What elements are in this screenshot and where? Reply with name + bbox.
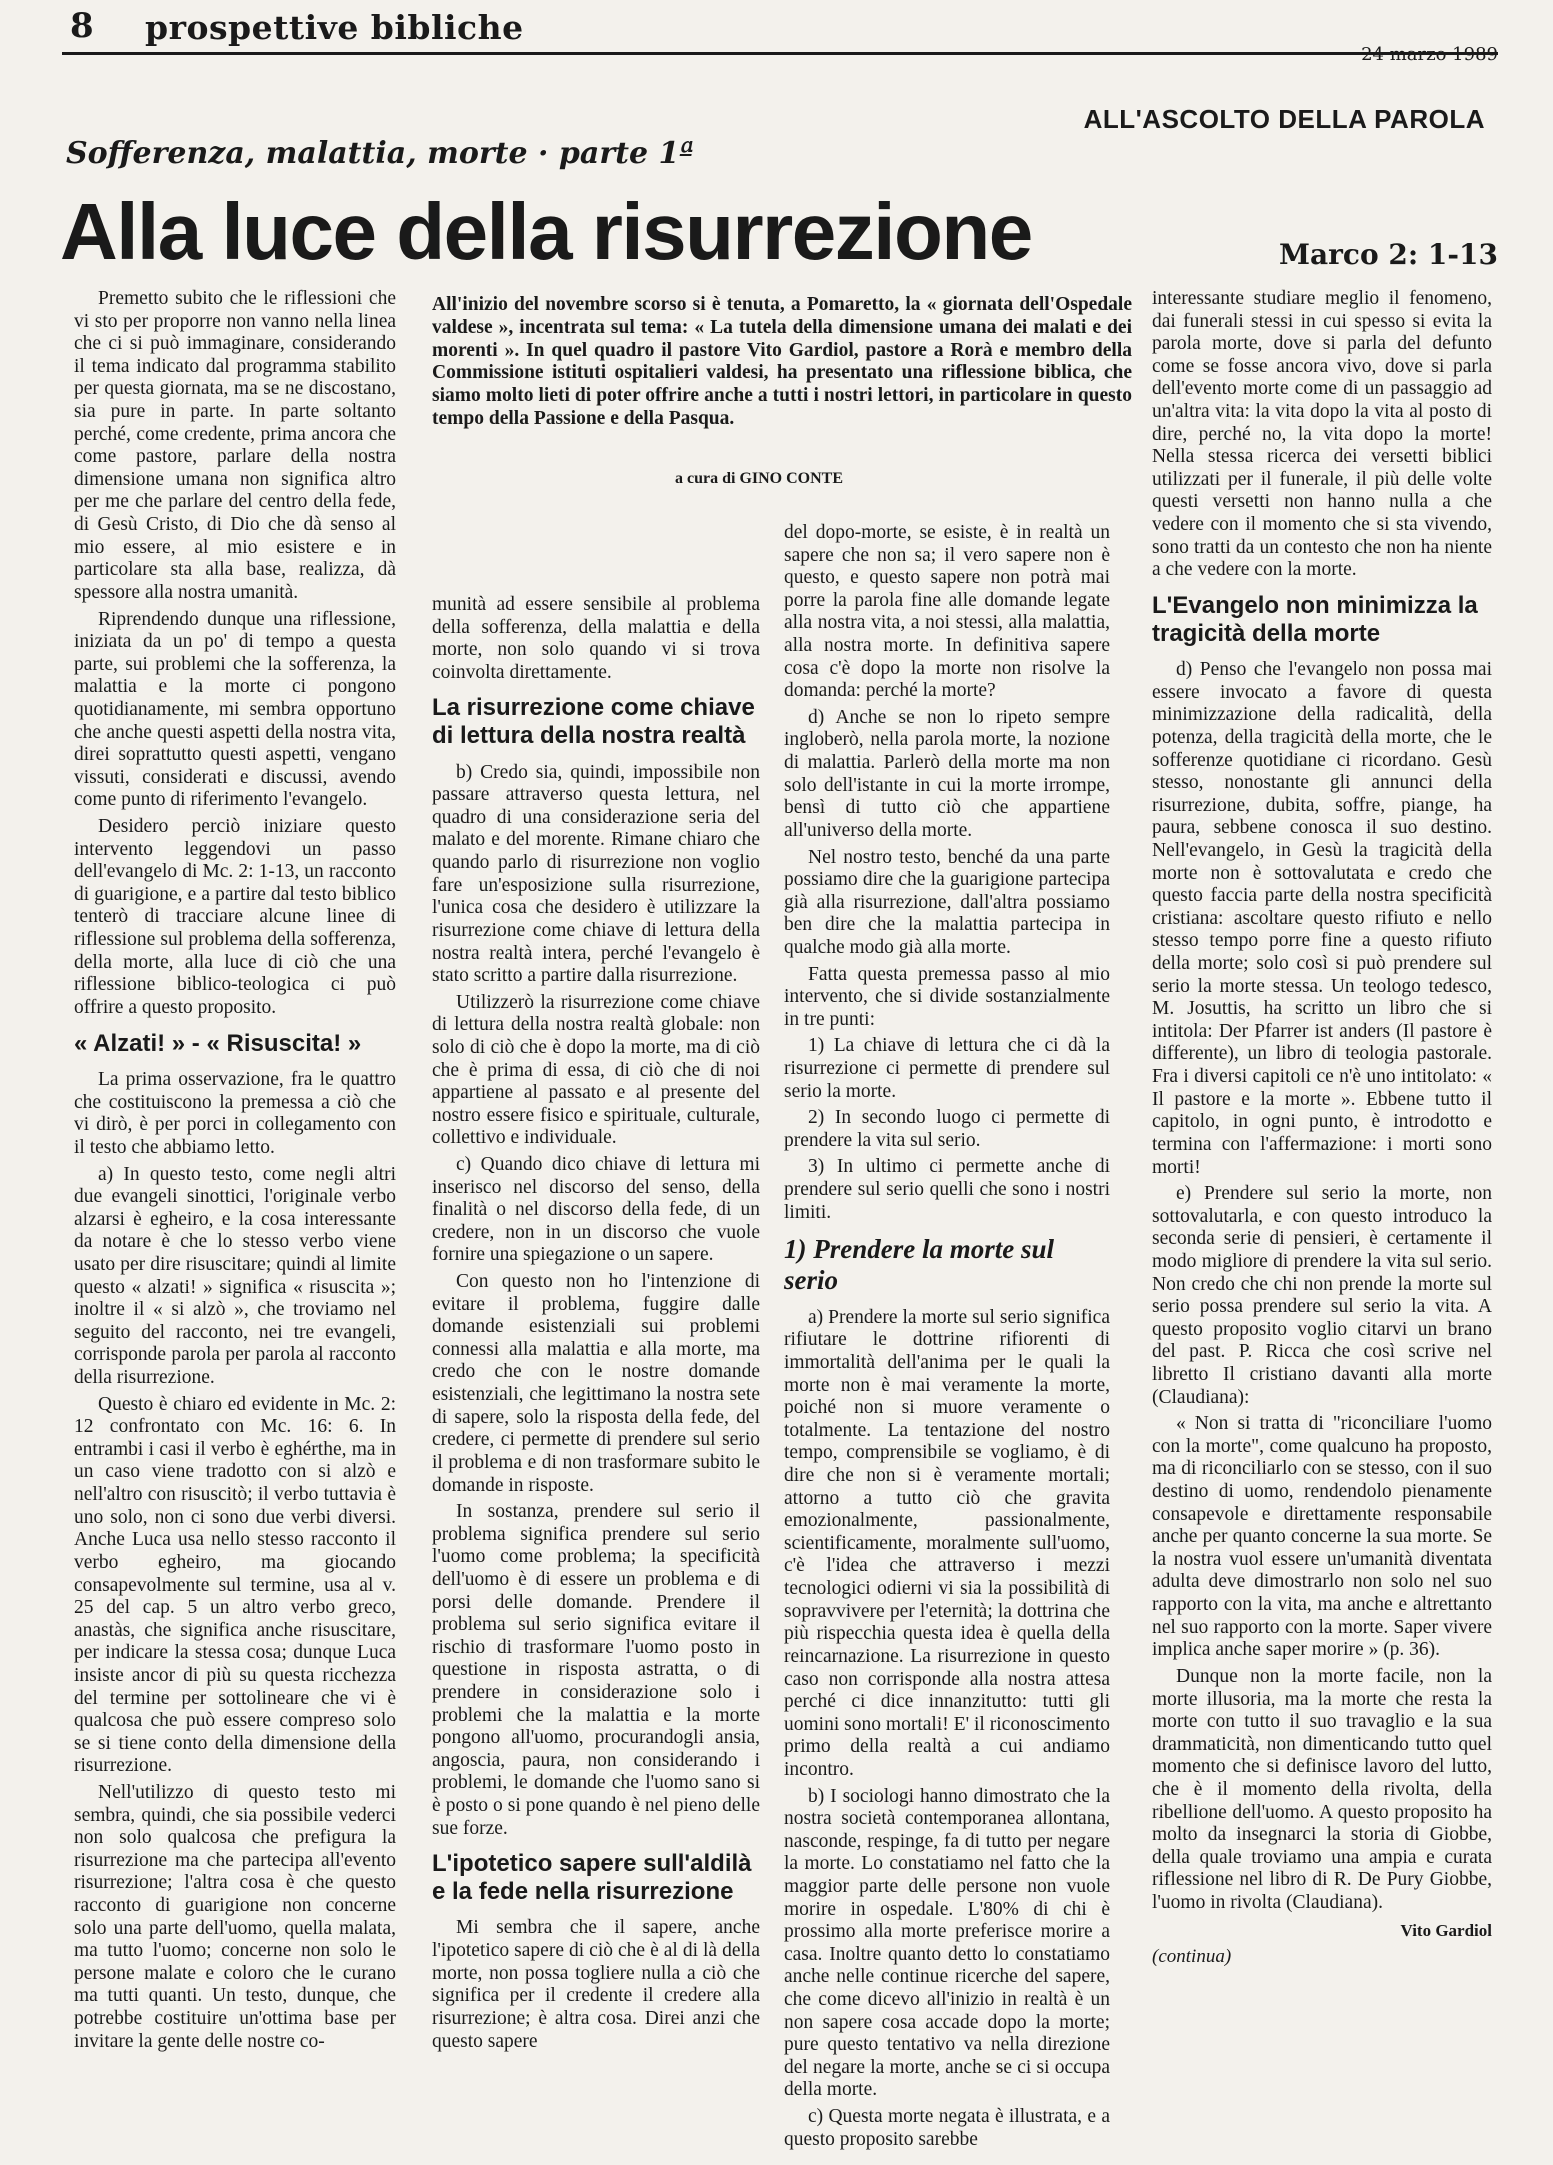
paragraph: 2) In secondo luogo ci permette di prendere la vita sul serio.	[784, 1107, 1110, 1151]
paragraph: Desidero perciò iniziare questo intervento leggendovi un passo dell'evangelo di Mc. 2: 1-13, un racconto di guarigione, e a partire dal testo biblico tenterò di tracciare alcune linee di riflessione sul problema della sofferenza, della morte, alla luce di ciò che una riflessione biblico-teologica ci può offrire a questo proposito.	[74, 816, 396, 1018]
paragraph: interessante studiare meglio il fenomeno, dai funerali stessi in cui spesso si evita la parola morte, dove si parla del defunto come se fosse ancora vivo, dove si parla dell'evento morte come di un passaggio ad un'altra vita: la vita dopo la vita al posto di dire, perché no, la vita dopo la morte! Nella stessa ricerca dei versetti biblici utilizzati per il funerale, il più delle volte questi versetti non hanno nulla a che vedere con il momento che si sta vivendo, sono tratti da un contesto che non ha niente a che vedere con la morte.	[1152, 288, 1492, 581]
paragraph: munità ad essere sensibile al problema della sofferenza, della malattia e della morte, non solo quando vi si trova coinvolta direttamente.	[432, 594, 760, 683]
paragraph: Utilizzerò la risurrezione come chiave di lettura della nostra realtà globale: non solo di ciò che è dopo la morte, ma di ciò che è prima di essa, di ciò che di noi appartiene al passato e al presente del nostro essere fisico e spirituale, culturale, collettivo e individuale.	[432, 991, 760, 1149]
paragraph: c) Quando dico chiave di lettura mi inserisco nel discorso del senso, della finalità o nel discorso della fede, di un credere, non in un discorso che vuole fornire una spiegazione o un sapere.	[432, 1153, 760, 1266]
section-rubric: ALL'ASCOLTO DELLA PAROLA	[1083, 104, 1485, 134]
paragraph: a) In questo testo, come negli altri due evangeli sinottici, l'originale verbo alzarsi è egheiro, e la cosa interessante da notare è che lo stesso verbo viene usato per dire risuscitare; quindi al limite questo « alzati! » significa « risuscita »; inoltre il « si alzò », che troviamo nel seguito del racconto, nei tre evangeli, corrisponde parola per parola al racconto della risurrezione.	[74, 1163, 396, 1389]
paragraph: c) Questa morte negata è illustrata, e a questo proposito sarebbe	[784, 2106, 1110, 2150]
paragraph: La prima osservazione, fra le quattro che costituiscono la premessa a ciò che vi dirò, è per porci in collegamento con il testo che abbiamo letto.	[74, 1069, 396, 1158]
article-intro: All'inizio del novembre scorso si è tenuta, a Pomaretto, la « giornata dell'Ospedale valdese », incentrata sul tema: « La tutela della dimensione umana dei malati e dei morenti ». In quel quadro il pastore Vito Gardiol, pastore a Rorà e membro della Commissione istituti ospitalieri valdesi, ha presentato una riflessione biblica, che siamo molto lieti di poter offrire anche a tutti i nostri lettori, in particolare in questo tempo della Passione e della Pasqua.	[432, 294, 1132, 430]
masthead: prospettive bibliche	[145, 8, 524, 47]
scripture-reference: Marco 2: 1-13	[1279, 238, 1498, 271]
subheading: 1) Prendere la morte sul serio	[784, 1234, 1054, 1295]
subheading: L'ipotetico sapere sull'aldilà e la fede nella risurrezione	[432, 1850, 752, 1905]
paragraph: « Non si tratta di "riconciliare l'uomo con la morte", come qualcuno ha proposto, ma di riconciliarlo con se stesso, con il suo destino di uomo, rendendolo pienamente consapevole e direttamente responsabile anche per quanto concerne la sua morte. Se la nostra vuol essere un'umanità diventata adulta deve dimostrarlo non solo nel suo rapporto con la vita, ma anche e altrettanto nel suo rapporto con la morte. Saper vivere implica anche saper morire » (p. 36).	[1152, 1413, 1492, 1661]
article-kicker: Sofferenza, malattia, morte · parte 1ª	[66, 136, 695, 171]
author-signature: Vito Gardiol	[1400, 1920, 1492, 1940]
paragraph: Mi sembra che il sapere, anche l'ipotetico sapere di ciò che è al di là della morte, non possa togliere nulla a ciò che significa per il credente il credere alla risurrezione; è altra cosa. Direi anzi che questo sapere	[432, 1917, 760, 2052]
paragraph: b) Credo sia, quindi, impossibile non passare attraverso questa lettura, nel quadro di una considerazione seria del malato e del morente. Rimane chiaro che quando parlo di risurrezione non voglio fare un'esposizione sulla risurrezione, l'unica cosa che desidero è utilizzare la risurrezione come chiave di lettura della nostra realtà intera, perché l'evangelo è stato scritto a partire dalla risurrezione.	[432, 761, 760, 987]
subheading: La risurrezione come chiave di lettura della nostra realtà	[432, 694, 755, 750]
continued-note: (continua)	[1152, 1946, 1232, 1968]
paragraph: 3) In ultimo ci permette anche di prendere sul serio quelli che sono i nostri limiti.	[784, 1156, 1110, 1223]
column-2	[432, 594, 760, 2057]
paragraph: Riprendendo dunque una riflessione, iniziata da un po' di tempo a questa parte, sui problemi che la sofferenza, la malattia e la morte ci pongono quotidianamente, mi sembra opportuno che anche questi aspetti della nostra vita, direi soprattutto questi aspetti, vengano vissuti, considerati e discussi, avendo come punto di riferimento l'evangelo.	[74, 608, 396, 811]
column-1	[74, 288, 396, 2057]
subheading: L'Evangelo non minimizza la tragicità della morte	[1152, 591, 1478, 647]
paragraph: d) Penso che l'evangelo non possa mai essere invocato a favore di questa minimizzazione della radicalità, della potenza, della tragicità della morte, che le sofferenze quotidiane ci ricordano. Gesù stesso, nonostante gli annunci della risurrezione, dubita, soffre, piange, ha paura, sebbene conosca il suo destino. Nell'evangelo, in Gesù la tragicità della morte non è sottovalutata e credo che questo faccia parte della nostra specificità cristiana: ascoltare questo rifiuto e nello stesso tempo porre fine a questo rifiuto della morte; solo così si può prendere sul serio la morte stessa. Un teologo tedesco, M. Josuttis, ha scritto un libro che si intitola: Der Pfarrer ist anders (Il pastore è differente), un libro di teologia pastorale. Fra i diversi capitoli ce n'è uno intitolato: « Il pastore e la morte ». Ebbene tutto il capitolo, in ogni punto, è introdotto e termina con l'affermazione: i morti sono morti!	[1152, 659, 1492, 1178]
paragraph: del dopo-morte, se esiste, è in realtà un sapere che non sa; il vero sapere non è questo, e questo sapere non potrà mai porre la parola fine alle domande legate alla nostra vita, a noi stessi, alla malattia, alla nostra morte. In definitiva sapere cosa c'è dopo la morte non risolve la domanda: perché la morte?	[784, 522, 1110, 702]
paragraph: Nel nostro testo, benché da una parte possiamo dire che la guarigione partecipa già alla risurrezione, dall'altra possiamo ben dire che la malattia partecipa in qualche modo già alla morte.	[784, 846, 1110, 958]
paragraph: Fatta questa premessa passo al mio intervento, che si divide sostanzialmente in tre punti:	[784, 963, 1110, 1030]
paragraph: b) I sociologi hanno dimostrato che la nostra società contemporanea allontana, nasconde, respinge, fa di tutto per negare la morte. Lo constatiamo nel fatto che la maggior parte delle persone non vuole morire in ospedale. L'80% di chi è prossimo alla morte preferisce morire a casa. Inoltre quanto detto lo constatiamo anche nelle continue ricerche del sapere, che come dicevo all'inizio in realtà è un non sapere cosa accade dopo la morte; pure questo tentativo va nella direzione del negare la morte, anche se ci si occupa della morte.	[784, 1785, 1110, 2101]
column-4	[1152, 288, 1492, 1968]
paragraph: Nell'utilizzo di questo testo mi sembra, quindi, che sia possibile vederci non solo qualcosa che prefigura la risurrezione ma che partecipa all'evento risurrezione; l'altra cosa è che questo racconto di guarigione non concerne solo una parte dell'uomo, quella malata, ma tutto l'uomo; concerne non solo le persone malate e coloro che le curano ma tutti quanti. Un testo, dunque, che potrebbe costituire un'ottima base per invitare la gente delle nostre co-	[74, 1781, 396, 2052]
paragraph: a) Prendere la morte sul serio significa rifiutare le dottrine rifiorenti di immortalità dell'anima per le quali la morte non è mai veramente la morte, poiché non si muore veramente o totalmente. La tentazione del nostro tempo, comprensibile se vogliamo, è di dire che non si è veramente mortali; attorno a tutto ciò che gravita emozionalmente, passionalmente, scientificamente, moralmente sull'uomo, c'è l'idea che attraverso i mezzi tecnologici odierni vi sia la possibilità di sopravvivere per l'eternità; la dottrina che più rispecchia questa idea è quella della reincarnazione. La risurrezione in questo caso non corrisponde alla nostra attesa perché ci dice innanzitutto: tutti gli uomini sono mortali! E' il riconoscimento primo della realtà a cui andiamo incontro.	[784, 1306, 1110, 1780]
paragraph: 1) La chiave di lettura che ci dà la risurrezione ci permette di prendere sul serio la morte.	[784, 1035, 1110, 1102]
subheading: « Alzati! » - « Risuscita! »	[74, 1029, 362, 1057]
column-3	[784, 522, 1110, 2155]
byline: a cura di GINO CONTE	[675, 470, 844, 487]
paragraph: Questo è chiaro ed evidente in Mc. 2: 12 confrontato con Mc. 16: 6. In entrambi i casi il verbo è eghérthe, ma in un caso viene tradotto con si alzò e nell'altro con risuscitò; il verbo tuttavia è uno solo, non ci sono due verbi diversi. Anche Luca usa nello stesso racconto il verbo egheiro, ma giocando consapevolmente sul termine, usa al v. 25 del cap. 5 un altro verbo greco, anastàs, che significa anche risuscitare, per indicare la stessa cosa; dunque Luca insiste ancor di più su questa ricchezza del termine per sottolineare che vi è qualcosa che può essere compreso solo se si tiene conto della dimensione della risurrezione.	[74, 1393, 396, 1777]
paragraph: d) Anche se non lo ripeto sempre ingloberò, nella parola morte, la nozione di malattia. Parlerò della morte ma non solo dell'istante in cui la morte irrompe, bensì di tutto ciò che appartiene all'universo della morte.	[784, 706, 1110, 841]
paragraph: Premetto subito che le riflessioni che vi sto per proporre non vanno nella linea che ci si può immaginare, considerando il tema indicato dal programma stabilito per questa giornata, ma se ne discostano, sia pure in parte. In parte soltanto perché, come credente, prima ancora che come pastore, parlare della nostra dimensione umana non significa altro per me che parlare del centro della fede, di Gesù Cristo, di Dio che dà senso al mio essere, al mio esistere e in particolare sta alla base, realizza, dà spessore alla nostra umanità.	[74, 288, 396, 603]
paragraph: e) Prendere sul serio la morte, non sottovalutarla, e con questo introduco la seconda serie di pensieri, è certamente il modo migliore di prendere la vita sul serio. Non credo che chi non prende la morte sul serio possa prendere sul serio la vita. A questo proposito voglio citarvi un brano del past. P. Ricca che così scrive nel libretto Il cristiano davanti alla morte (Claudiana):	[1152, 1183, 1492, 1408]
paragraph: In sostanza, prendere sul serio il problema significa prendere sul serio l'uomo come problema; la specificità dell'uomo è di essere un problema e di porsi delle domande. Prendere il problema sul serio significa evitare il rischio di trasformare l'uomo posto in questione in risposta astratta, o di prendere in considerazione solo i problemi che la malattia e la morte pongono all'uomo, procurandogli ansia, angoscia, paura, non considerando i problemi, le domande che l'uomo sano si è posto o si pone quando è nel pieno delle sue forze.	[432, 1501, 760, 1839]
page-number: 8	[70, 6, 94, 46]
header-rule	[62, 52, 1498, 55]
article-headline: Alla luce della risurrezione	[60, 187, 1032, 276]
paragraph: Con questo non ho l'intenzione di evitare il problema, fuggire dalle domande esistenziali sui problemi connessi alla malattia e alla morte, ma credo che con le nostre domande esistenziali, che legittimano la nostra sete di sapere, solo la risposta della fede, del credere, ci permette di prendere sul serio il problema e di non trasformare subito le domande in risposte.	[432, 1271, 760, 1496]
paragraph: Dunque non la morte facile, non la morte illusoria, ma la morte che resta la morte con tutto il suo travaglio e la sua drammaticità, non dimenticando tutto quel momento che si definisce lavoro del lutto, che è il momento della rivolta, della ribellione dell'uomo. A questo proposito ha molto da insegnarci la storia di Giobbe, della quale troviamo una ampia e curata riflessione nel libro di R. De Pury Giobbe, l'uomo in rivolta (Claudiana).	[1152, 1665, 1492, 1914]
